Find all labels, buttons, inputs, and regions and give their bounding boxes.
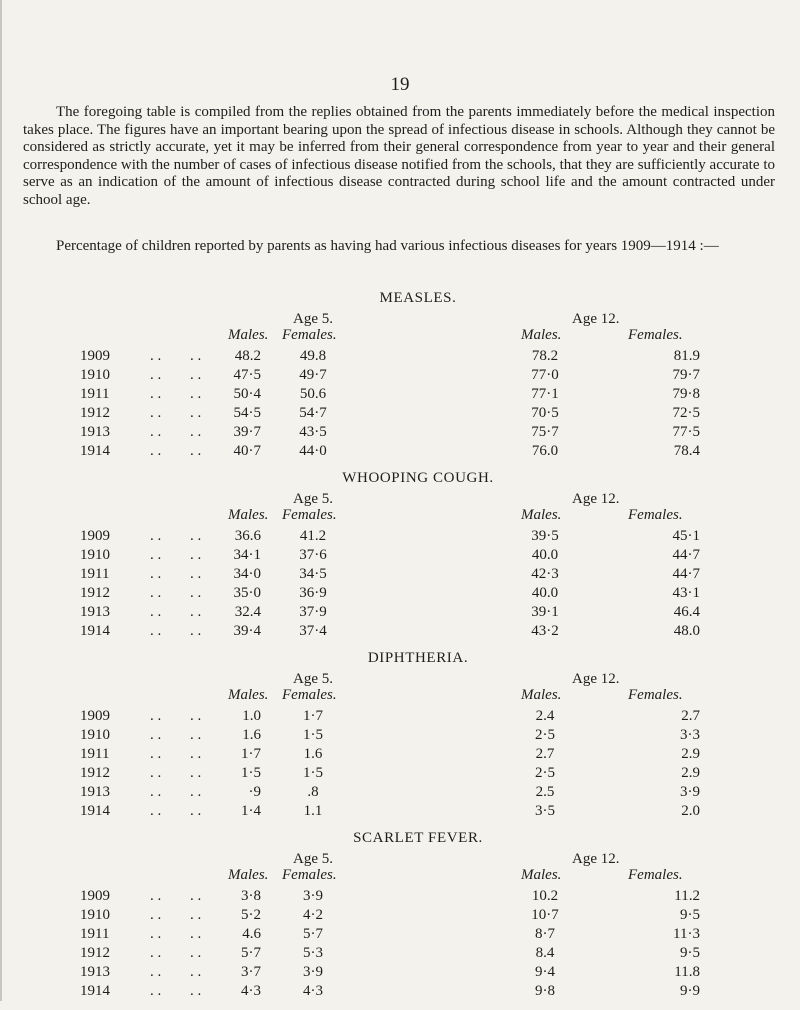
year-cell: 1914 [80, 983, 110, 999]
females-age12-value: 9·5 [680, 907, 700, 923]
males-age5-value: 1·5 [241, 765, 261, 781]
females-age5-value: 4·2 [303, 907, 323, 923]
leader-dots: . . [190, 528, 202, 544]
age5-header: Age 5. [293, 851, 333, 867]
whooping-cough-section [0, 470, 800, 650]
section-title: WHOOPING COUGH. [342, 470, 494, 486]
table-row [0, 708, 800, 727]
leader-dots: . . [190, 386, 202, 402]
leader-dots: . . [150, 907, 162, 923]
females-age5-header: Females. [282, 507, 337, 523]
table-rows [0, 528, 800, 642]
table-row [0, 888, 800, 907]
table-row [0, 784, 800, 803]
females-age5-value: 37·9 [299, 604, 327, 620]
males-age5-value: 34·1 [233, 547, 261, 563]
males-age5-value: 4·3 [241, 983, 261, 999]
females-age5-value: 3·9 [303, 888, 323, 904]
females-age5-value: 5·3 [303, 945, 323, 961]
males-age12-value: 10·7 [531, 907, 559, 923]
females-age12-value: 43·1 [672, 585, 700, 601]
males-age5-value: 32.4 [234, 604, 261, 620]
males-age5-value: 1.6 [242, 727, 261, 743]
leader-dots: . . [150, 708, 162, 724]
leader-dots: . . [150, 926, 162, 942]
leader-dots: . . [150, 547, 162, 563]
leader-dots: . . [190, 367, 202, 383]
table-row [0, 348, 800, 367]
males-age12-value: 77·1 [531, 386, 559, 402]
females-age5-value: 41.2 [299, 528, 327, 544]
leader-dots: . . [190, 585, 202, 601]
males-age5-value: ·9 [248, 784, 261, 800]
table-row [0, 424, 800, 443]
page-number: 19 [390, 74, 410, 95]
females-age12-header: Females. [628, 327, 683, 343]
females-age12-header: Females. [628, 867, 683, 883]
table-row [0, 803, 800, 822]
males-age12-value: 75·7 [531, 424, 559, 440]
leader-dots: . . [190, 784, 202, 800]
males-age12-value: 40.0 [531, 547, 559, 563]
leader-dots: . . [190, 945, 202, 961]
females-age12-value: 2.0 [681, 803, 700, 819]
males-age12-value: 8.4 [535, 945, 555, 961]
females-age12-value: 46.4 [673, 604, 700, 620]
age5-header: Age 5. [293, 311, 333, 327]
leader-dots: . . [190, 803, 202, 819]
table-row [0, 907, 800, 926]
females-age12-value: 11.8 [674, 964, 700, 980]
leader-dots: . . [150, 566, 162, 582]
males-age5-value: 1·4 [241, 803, 261, 819]
females-age12-value: 9·5 [680, 945, 700, 961]
leader-dots: . . [190, 888, 202, 904]
females-age12-value: 79·8 [672, 386, 700, 402]
leader-dots: . . [150, 727, 162, 743]
females-age12-value: 44·7 [672, 547, 700, 563]
females-age5-value: .8 [307, 784, 319, 800]
table-row [0, 983, 800, 1002]
males-age12-value: 9·4 [535, 964, 555, 980]
section-title: SCARLET FEVER. [353, 830, 483, 846]
males-age12-header: Males. [521, 327, 562, 343]
females-age12-value: 2.7 [681, 708, 700, 724]
females-age5-value: 4·3 [303, 983, 323, 999]
leader-dots: . . [190, 926, 202, 942]
year-cell: 1912 [80, 405, 110, 421]
females-age5-value: 3·9 [303, 964, 323, 980]
females-age5-value: 37·6 [299, 547, 327, 563]
males-age5-value: 1.0 [242, 708, 261, 724]
year-cell: 1913 [80, 964, 110, 980]
year-cell: 1909 [80, 888, 110, 904]
measles-section [0, 290, 800, 470]
table-row [0, 443, 800, 462]
leader-dots: . . [150, 348, 162, 364]
females-age5-value: 1·5 [303, 727, 323, 743]
females-age5-value: 1.1 [303, 803, 323, 819]
females-age12-value: 44·7 [672, 566, 700, 582]
leader-dots: . . [150, 424, 162, 440]
age5-header: Age 5. [293, 491, 333, 507]
table-rows [0, 888, 800, 1002]
table-row [0, 765, 800, 784]
males-age5-value: 5·7 [241, 945, 261, 961]
males-age5-value: 3·8 [241, 888, 261, 904]
males-age12-header: Males. [521, 507, 562, 523]
year-cell: 1909 [80, 348, 110, 364]
males-age12-value: 9·8 [535, 983, 555, 999]
leader-dots: . . [190, 566, 202, 582]
leader-dots: . . [150, 367, 162, 383]
females-age5-value: 37·4 [299, 623, 327, 639]
table-row [0, 547, 800, 566]
year-cell: 1909 [80, 708, 110, 724]
year-cell: 1913 [80, 604, 110, 620]
leader-dots: . . [150, 983, 162, 999]
males-age5-value: 1·7 [241, 746, 261, 762]
year-cell: 1909 [80, 528, 110, 544]
table-row [0, 945, 800, 964]
leader-dots: . . [190, 907, 202, 923]
section-title: DIPHTHERIA. [367, 650, 469, 666]
table-row [0, 405, 800, 424]
males-age5-header: Males. [228, 867, 269, 883]
females-age12-value: 3·3 [680, 727, 700, 743]
percentage-intro: Percentage of children reported by parents as having had various infectious diseases for years 1909—1914 :— [56, 238, 719, 254]
males-age12-value: 2·5 [535, 765, 555, 781]
females-age12-value: 3·9 [680, 784, 700, 800]
females-age5-header: Females. [282, 327, 337, 343]
females-age12-value: 72·5 [672, 405, 700, 421]
leader-dots: . . [190, 604, 202, 620]
table-row [0, 926, 800, 945]
males-age5-value: 39·4 [233, 623, 261, 639]
table-rows [0, 348, 800, 462]
males-age12-value: 43·2 [531, 623, 559, 639]
females-age12-value: 48.0 [673, 623, 700, 639]
males-age12-value: 2.7 [535, 746, 555, 762]
age12-header: Age 12. [572, 491, 620, 507]
males-age5-value: 39·7 [233, 424, 261, 440]
females-age5-value: 44·0 [299, 443, 327, 459]
year-cell: 1914 [80, 803, 110, 819]
males-age12-value: 40.0 [531, 585, 559, 601]
table-row [0, 727, 800, 746]
year-cell: 1910 [80, 547, 110, 563]
age12-header: Age 12. [572, 311, 620, 327]
females-age12-value: 2.9 [681, 746, 700, 762]
table-row [0, 367, 800, 386]
scarlet-fever-section [0, 830, 800, 1010]
leader-dots: . . [190, 765, 202, 781]
year-cell: 1912 [80, 765, 110, 781]
year-cell: 1910 [80, 367, 110, 383]
leader-dots: . . [190, 746, 202, 762]
leader-dots: . . [190, 708, 202, 724]
males-age12-value: 42·3 [531, 566, 559, 582]
males-age12-value: 10.2 [531, 888, 559, 904]
leader-dots: . . [150, 443, 162, 459]
leader-dots: . . [190, 623, 202, 639]
females-age12-value: 45·1 [672, 528, 700, 544]
year-cell: 1912 [80, 945, 110, 961]
leader-dots: . . [190, 547, 202, 563]
females-age5-header: Females. [282, 867, 337, 883]
females-age5-value: 1·5 [303, 765, 323, 781]
males-age12-value: 2·5 [535, 727, 555, 743]
year-cell: 1911 [80, 746, 110, 762]
year-cell: 1910 [80, 907, 110, 923]
males-age5-value: 48.2 [234, 348, 261, 364]
table-row [0, 566, 800, 585]
males-age12-value: 39·1 [531, 604, 559, 620]
females-age12-value: 81.9 [673, 348, 700, 364]
year-cell: 1914 [80, 623, 110, 639]
males-age5-header: Males. [228, 687, 269, 703]
leader-dots: . . [190, 443, 202, 459]
males-age5-value: 40·7 [233, 443, 261, 459]
age12-header: Age 12. [572, 671, 620, 687]
females-age5-value: 49·7 [299, 367, 327, 383]
males-age12-value: 76.0 [531, 443, 559, 459]
males-age12-value: 2.5 [535, 784, 555, 800]
females-age5-value: 50.6 [299, 386, 327, 402]
females-age5-value: 1.6 [303, 746, 323, 762]
males-age5-header: Males. [228, 327, 269, 343]
females-age12-header: Females. [628, 687, 683, 703]
table-row [0, 386, 800, 405]
leader-dots: . . [150, 528, 162, 544]
table-row [0, 528, 800, 547]
year-cell: 1913 [80, 424, 110, 440]
females-age12-value: 9·9 [680, 983, 700, 999]
females-age12-value: 79·7 [672, 367, 700, 383]
males-age12-header: Males. [521, 687, 562, 703]
leader-dots: . . [150, 888, 162, 904]
females-age12-value: 2.9 [681, 765, 700, 781]
males-age12-header: Males. [521, 867, 562, 883]
males-age12-value: 8·7 [535, 926, 555, 942]
leader-dots: . . [150, 623, 162, 639]
leader-dots: . . [150, 765, 162, 781]
year-cell: 1911 [80, 566, 110, 582]
year-cell: 1912 [80, 585, 110, 601]
females-age5-value: 43·5 [299, 424, 327, 440]
males-age5-value: 5·2 [241, 907, 261, 923]
age5-header: Age 5. [293, 671, 333, 687]
table-row [0, 623, 800, 642]
males-age5-value: 50·4 [233, 386, 261, 402]
leader-dots: . . [190, 727, 202, 743]
year-cell: 1913 [80, 784, 110, 800]
males-age12-value: 39·5 [531, 528, 559, 544]
males-age5-value: 3·7 [241, 964, 261, 980]
females-age5-value: 54·7 [299, 405, 327, 421]
males-age5-value: 54·5 [233, 405, 261, 421]
leader-dots: . . [190, 348, 202, 364]
leader-dots: . . [190, 424, 202, 440]
males-age12-value: 3·5 [535, 803, 555, 819]
leader-dots: . . [190, 983, 202, 999]
year-cell: 1911 [80, 926, 110, 942]
year-cell: 1911 [80, 386, 110, 402]
diphtheria-section [0, 650, 800, 830]
age12-header: Age 12. [572, 851, 620, 867]
females-age5-value: 5·7 [303, 926, 323, 942]
females-age12-value: 78.4 [673, 443, 700, 459]
males-age5-header: Males. [228, 507, 269, 523]
leader-dots: . . [150, 386, 162, 402]
leader-dots: . . [150, 964, 162, 980]
females-age12-value: 11·3 [673, 926, 700, 942]
males-age5-value: 4.6 [242, 926, 261, 942]
females-age5-value: 36·9 [299, 585, 327, 601]
year-cell: 1910 [80, 727, 110, 743]
leader-dots: . . [150, 585, 162, 601]
leader-dots: . . [190, 405, 202, 421]
leader-dots: . . [150, 784, 162, 800]
females-age5-value: 1·7 [303, 708, 323, 724]
year-cell: 1914 [80, 443, 110, 459]
table-row [0, 964, 800, 983]
table-rows [0, 708, 800, 822]
males-age5-value: 36.6 [234, 528, 261, 544]
leader-dots: . . [150, 945, 162, 961]
males-age12-value: 78.2 [531, 348, 559, 364]
males-age5-value: 34·0 [233, 566, 261, 582]
section-title: MEASLES. [379, 290, 457, 306]
females-age5-header: Females. [282, 687, 337, 703]
leader-dots: . . [190, 964, 202, 980]
males-age5-value: 35·0 [233, 585, 261, 601]
males-age12-value: 70·5 [531, 405, 559, 421]
females-age5-value: 49.8 [299, 348, 327, 364]
leader-dots: . . [150, 746, 162, 762]
leader-dots: . . [150, 405, 162, 421]
leader-dots: . . [150, 604, 162, 620]
leader-dots: . . [150, 803, 162, 819]
females-age12-value: 77·5 [672, 424, 700, 440]
table-row [0, 585, 800, 604]
males-age12-value: 77·0 [531, 367, 559, 383]
females-age12-header: Females. [628, 507, 683, 523]
table-row [0, 746, 800, 765]
intro-paragraph: The foregoing table is compiled from the replies obtained from the parents immediately before the medical inspection takes place. The figures have an important bearing upon the spread of infectious disease in schools. Although they cannot be considered as strictly accurate, yet it may be inferred from their general correspondence from year to year and their general correspondence with the number of cases of infectious disease notified from the schools, that they are sufficiently accurate to serve as an indication of the amount of infectious disease contracted during school life and the amount contracted under school age. [23, 104, 775, 208]
females-age12-value: 11.2 [674, 888, 700, 904]
females-age5-value: 34·5 [299, 566, 327, 582]
table-row [0, 604, 800, 623]
males-age5-value: 47·5 [233, 367, 261, 383]
males-age12-value: 2.4 [535, 708, 555, 724]
